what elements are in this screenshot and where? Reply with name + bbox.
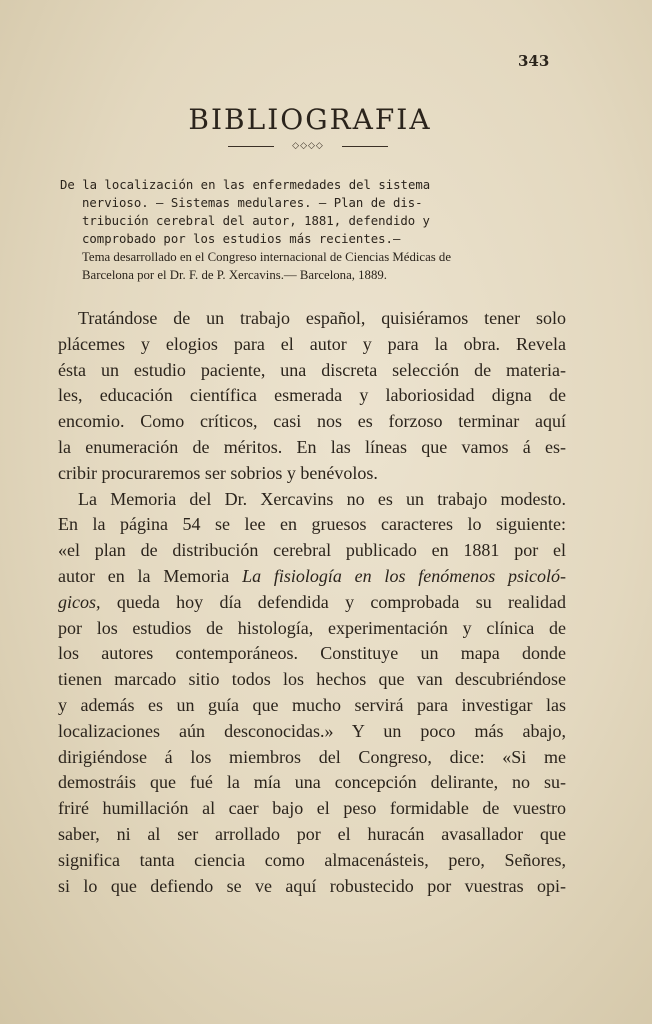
text-run: queda hoy día defendida y comprobada su realidad (100, 591, 566, 612)
bibliographic-citation (60, 176, 565, 284)
paragraph-line: dirigiéndose á los miembros del Congreso, dice: «Si me (58, 746, 566, 767)
paragraph-line: Tratándose de un trabajo español, quisiéramos tener solo (78, 308, 566, 328)
italic-title: gicos, (58, 591, 101, 612)
ornament-motif: ◇◇◇◇ (292, 141, 324, 151)
citation-line: tribución cerebral del autor, 1881, defendido y (82, 214, 430, 228)
paragraph-line: encomio. Como críticos, casi nos es forzoso terminar aquí (58, 411, 566, 432)
paragraph-line: plácemes y elogios para el autor y para la obra. Revela (58, 333, 566, 354)
paragraph-line: tienen marcado sitio todos los hechos que van descubriéndose (58, 669, 566, 690)
citation-detail-line: Tema desarrollado en el Congreso internacional de Ciencias Médicas de (82, 250, 452, 264)
paragraph-line: «el plan de distribución cerebral publicado en 1881 por el (58, 540, 566, 561)
paragraph-line: demostráis que fué la mía una concepción delirante, no su- (58, 772, 566, 793)
paragraph-line: por los estudios de histología, experimentación y clínica de (58, 617, 566, 638)
text-run: autor en la Memoria (58, 565, 243, 586)
citation-line: comprobado por los estudios más recientes.— (82, 232, 401, 246)
paragraph-line (58, 590, 566, 616)
italic-title: La fisiología en los fenómenos psicoló- (242, 565, 566, 586)
citation-line: De la localización en las enfermedades del sistema (60, 178, 431, 192)
paragraph-line: significa tanta ciencia como almacenásteis, pero, Señores, (58, 849, 566, 870)
paragraph-line: ésta un estudio paciente, una discreta selección de materia- (58, 359, 566, 380)
paragraph-line: friré humillación al caer bajo el peso formidable de vuestro (58, 798, 566, 819)
page-number: 343 (518, 52, 550, 70)
paragraph-line: y además es un guía que mucho servirá para investigar las (58, 694, 566, 715)
paragraph-line: cribir procuraremos ser sobrios y benévolos. (58, 462, 378, 483)
paragraph-line: la enumeración de méritos. En las líneas que vamos á es- (58, 436, 566, 457)
citation-detail-line: Barcelona por el Dr. F. de P. Xercavins.— Barcelona, 1889. (82, 268, 387, 282)
paragraph-line: localizaciones aún desconocidas.» Y un poco más abajo, (58, 720, 566, 741)
paragraph-line (58, 564, 566, 590)
paragraph-line: los autores contemporáneos. Constituye un mapa donde (58, 643, 566, 664)
review-body (58, 306, 566, 899)
paragraph-line: La Memoria del Dr. Xercavins no es un trabajo modesto. (78, 488, 566, 509)
paragraph-line: les, educación científica esmerada y laboriosidad digna de (58, 385, 566, 406)
paragraph-line: En la página 54 se lee en gruesos caracteres lo siguiente: (58, 514, 566, 535)
section-title: BIBLIOGRAFIA (188, 103, 432, 136)
paragraph-line: saber, ni al ser arrollado por el huracán avasallador que (58, 823, 566, 844)
paragraph-line: si lo que defiendo se ve aquí robustecido por vuestras opi- (58, 875, 566, 896)
title-ornament (228, 140, 388, 154)
citation-line: nervioso. — Sistemas medulares. — Plan de dis- (82, 196, 423, 210)
